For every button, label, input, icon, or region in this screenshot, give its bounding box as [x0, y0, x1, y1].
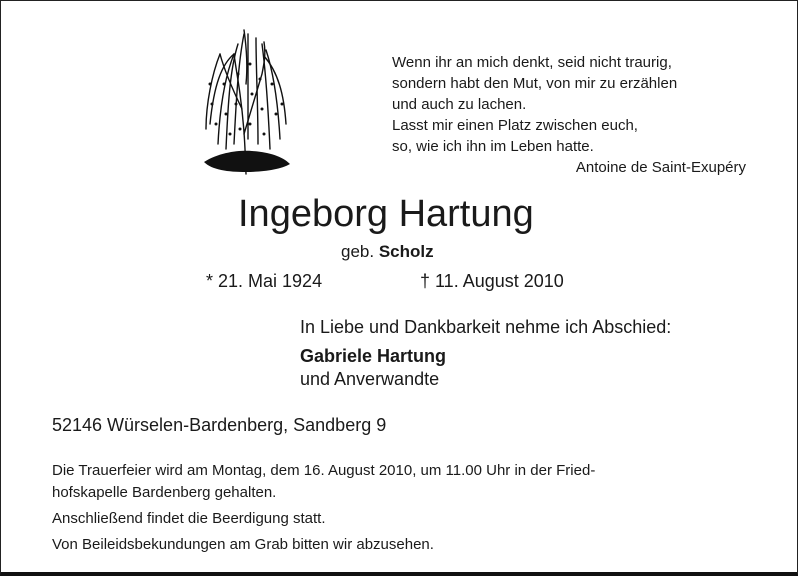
memorial-quote	[392, 52, 746, 176]
relatives-text: und Anverwandte	[300, 369, 440, 389]
quote-line: und auch zu lachen.	[392, 96, 527, 113]
note-line: hofskapelle Bardenberg gehalten.	[52, 484, 277, 501]
address: 52146 Würselen-Bardenberg, Sandberg 9	[52, 415, 387, 435]
quote-line: so, wie ich ihn im Leben hatte.	[392, 138, 594, 155]
note-line: Die Trauerfeier wird am Montag, dem 16. August 2010, um 11.00 Uhr in der Fried-	[52, 462, 596, 479]
note-line: Anschließend findet die Beerdigung statt.	[52, 510, 326, 527]
farewell-text: In Liebe und Dankbarkeit nehme ich Abschied:	[300, 317, 672, 337]
quote-line: Wenn ihr an mich denkt, seid nicht traurig,	[392, 54, 672, 71]
death-date: † 11. August 2010	[420, 271, 564, 291]
note-line: Von Beileidsbekundungen am Grab bitten wir abzusehen.	[52, 536, 434, 553]
birth-date: * 21. Mai 1924	[206, 271, 323, 291]
maiden-prefix: geb.	[341, 242, 375, 261]
maiden-surname: Scholz	[378, 242, 434, 261]
quote-line: Lasst mir einen Platz zwischen euch,	[392, 117, 638, 134]
weeping-willow-icon	[200, 24, 292, 176]
deceased-name: Ingeborg Hartung	[238, 193, 534, 235]
quote-line: sondern habt den Mut, von mir zu erzählen	[392, 75, 678, 92]
maiden-name	[341, 242, 434, 262]
funeral-notes	[52, 460, 595, 556]
quote-author: Antoine de Saint-Exupéry	[575, 159, 746, 176]
mourner-name: Gabriele Hartung	[300, 346, 447, 366]
